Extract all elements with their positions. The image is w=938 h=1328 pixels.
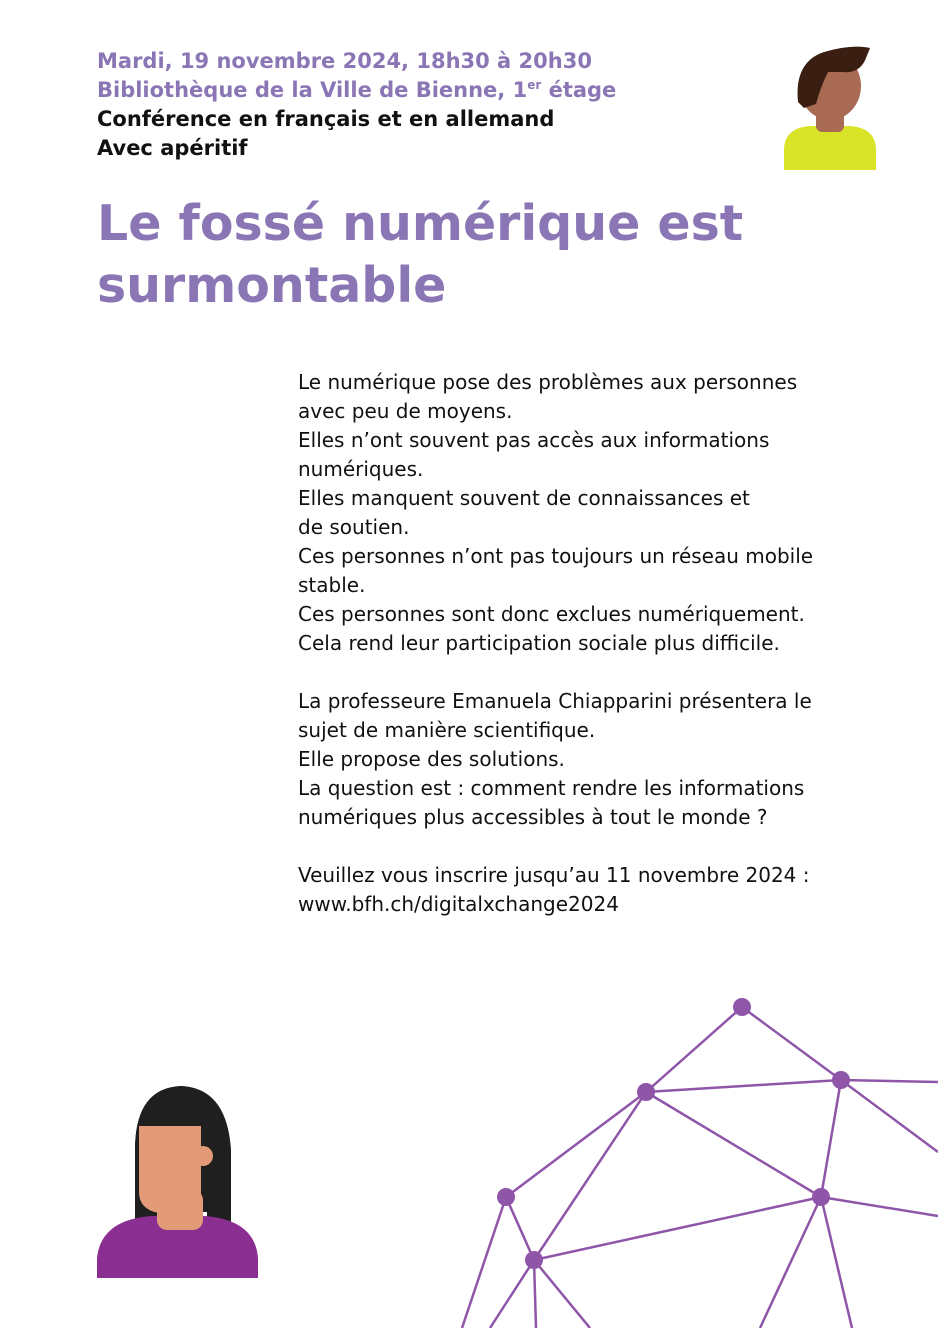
event-location: Bibliothèque de la Ville de Bienne, 1er étage bbox=[97, 78, 617, 102]
body-line: de soutien. bbox=[298, 515, 410, 539]
page-title bbox=[97, 193, 777, 317]
body-line: Elles manquent souvent de connaissances et bbox=[298, 486, 750, 510]
body-line: numériques. bbox=[298, 457, 424, 481]
registration-url[interactable]: www.bfh.ch/digitalxchange2024 bbox=[298, 892, 619, 916]
body-line: numériques plus accessibles à tout le monde ? bbox=[298, 805, 768, 829]
body-line: La question est : comment rendre les informations bbox=[298, 776, 805, 800]
woman-avatar-icon bbox=[95, 1080, 260, 1280]
body-line: Cela rend leur participation sociale plus difficile. bbox=[298, 631, 780, 655]
network-graph-icon bbox=[440, 990, 938, 1328]
event-extra: Avec apéritif bbox=[97, 136, 248, 160]
title-line-1: Le fossé numérique est bbox=[97, 195, 744, 252]
registration-deadline: Veuillez vous inscrire jusqu’au 11 novembre 2024 : bbox=[298, 863, 810, 887]
body-line: Ces personnes n’ont pas toujours un réseau mobile bbox=[298, 544, 814, 568]
body-line: Le numérique pose des problèmes aux personnes bbox=[298, 370, 798, 394]
paragraph-gap bbox=[298, 832, 898, 861]
event-date-time: Mardi, 19 novembre 2024, 18h30 à 20h30 bbox=[97, 49, 592, 73]
body-line: sujet de manière scientifique. bbox=[298, 718, 596, 742]
paragraph-gap bbox=[298, 658, 898, 687]
body-line: La professeure Emanuela Chiapparini présentera le bbox=[298, 689, 812, 713]
title-line-2: surmontable bbox=[97, 257, 447, 314]
event-info bbox=[97, 47, 616, 163]
man-avatar-icon bbox=[780, 44, 880, 174]
body-line: Elle propose des solutions. bbox=[298, 747, 565, 771]
body-line: Elles n’ont souvent pas accès aux informations bbox=[298, 428, 770, 452]
event-language: Conférence en français et en allemand bbox=[97, 107, 555, 131]
body-line: stable. bbox=[298, 573, 366, 597]
body-line: avec peu de moyens. bbox=[298, 399, 513, 423]
body-line: Ces personnes sont donc exclues numériquement. bbox=[298, 602, 805, 626]
body-text bbox=[298, 368, 898, 919]
